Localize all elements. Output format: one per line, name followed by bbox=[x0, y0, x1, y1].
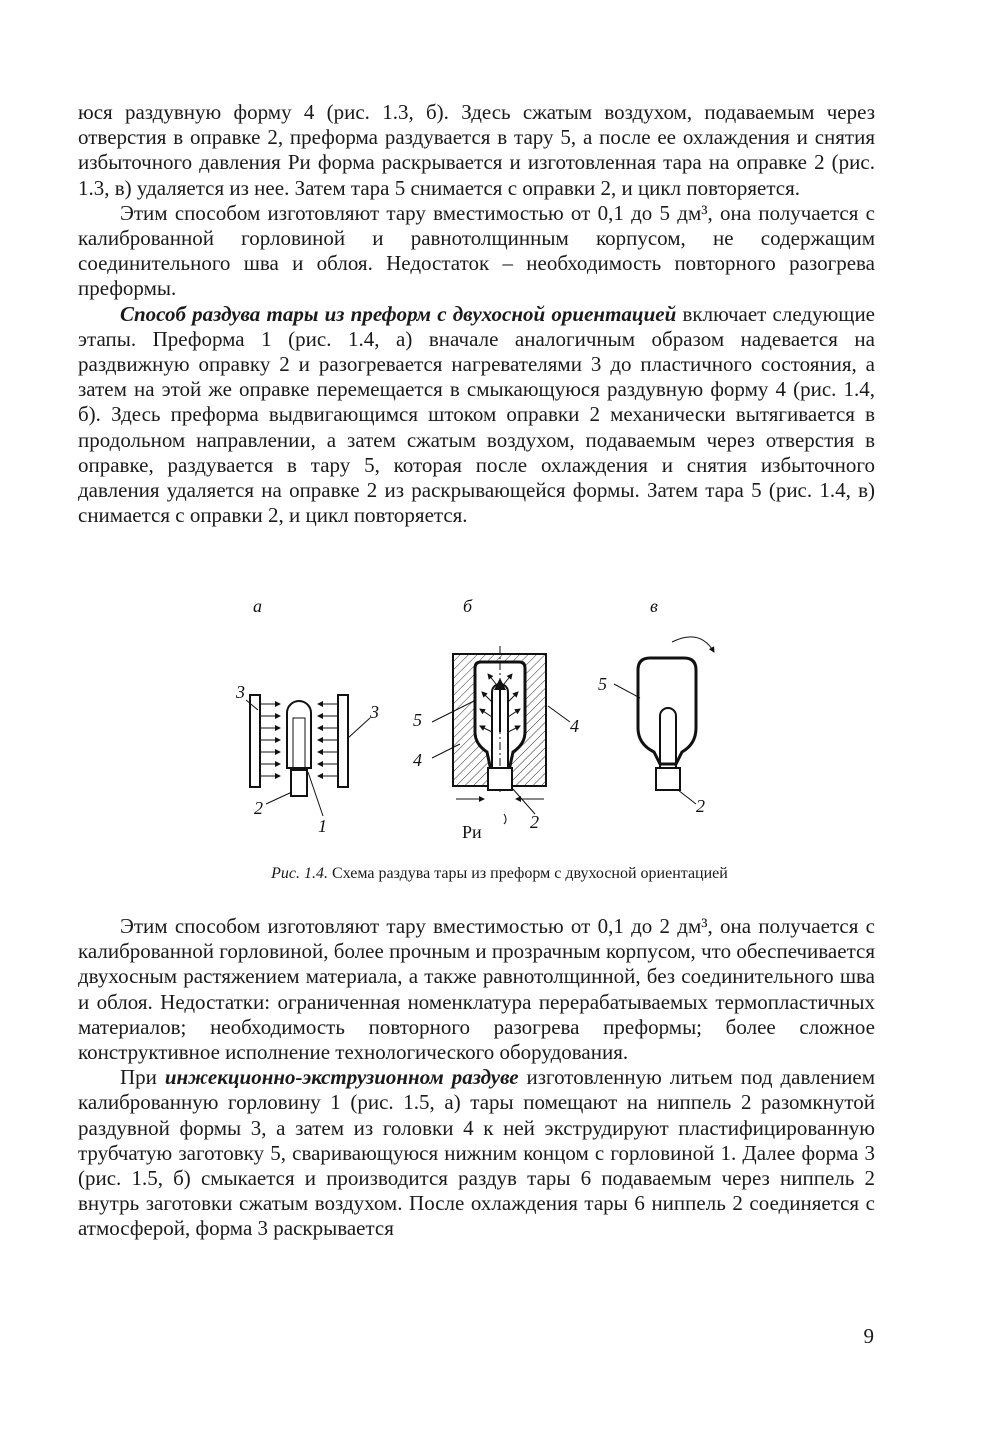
paragraph bbox=[78, 201, 875, 302]
callout-heater-right: 3 bbox=[370, 702, 379, 722]
preform bbox=[287, 701, 311, 768]
mandrel-base bbox=[291, 770, 307, 796]
paragraph-text: При bbox=[120, 1065, 165, 1090]
figure-caption bbox=[0, 865, 999, 883]
paragraph bbox=[78, 302, 875, 529]
page-number: 9 bbox=[863, 1324, 874, 1348]
callout-mandrel-c: 2 bbox=[696, 796, 705, 816]
paragraph bbox=[78, 1065, 875, 1241]
figure-1-4 bbox=[200, 592, 760, 857]
paragraph-text: изготовленную литьем под давлением калиброванную горловину 1 (рис. 1.5, а) тары помещают на ниппель 2 разомкнутой раздувной формы 3, а затем из головки 4 к ней экструдируют пластифицированную трубчатую заготовку 5, сваривающуюся нижним концом с горловиной 1. Далее форма 3 (рис. 1.5, б) смыкается и производится раздув тары 6 подаваемым через ниппель 2 внутрь заготовки сжатым воздухом. После охлаждения тары 6 ниппель 2 соединяется с атмосферой, форма 3 раскрывается bbox=[78, 1065, 875, 1241]
paragraph-text: включает следующие этапы. Преформа 1 (рис. 1.4, а) вначале аналогичным образом надевается на раздвижную оправку 2 и разогревается нагревателями 3 до пластичного состояния, а затем на этой же оправке перемещается в смыкающуюся раздувную форму 4 (рис. 1.4, б). Здесь преформа выдвигающимся штоком оправки 2 механически вытягивается в продольном направлении, а затем сжатым воздухом, подаваемым через отверстия в оправке, раздувается в тару 5, которая после охлаждения и снятия избыточного давления удаляется на оправке 2 из раскрывающейся формы. Затем тара 5 (рис. 1.4, в) снимается с оправки 2, и цикл повторяется. bbox=[78, 301, 875, 528]
leader-lines-a bbox=[246, 700, 370, 816]
callout-mandrel-b: 2 bbox=[530, 812, 539, 832]
panel-b bbox=[432, 646, 570, 824]
caption-text: Схема раздува тары из преформ с двухосной ориентацией bbox=[328, 865, 728, 882]
body-text-top bbox=[78, 100, 875, 528]
mandrel-base-b bbox=[488, 768, 512, 790]
paragraph-text: Этим способом изготовляют тару вместимостью от 0,1 до 5 дм³, она получается с калиброванной горловиной и равнотолщинным корпусом, не содержащим соединительного шва и облоя. Недостаток – необходимость повторного разогрева преформы. bbox=[78, 200, 875, 301]
removal-arrow bbox=[672, 637, 714, 652]
heat-arrows-left bbox=[260, 704, 280, 776]
paragraph bbox=[78, 100, 875, 201]
pressure-arrow bbox=[504, 814, 506, 824]
finished-container bbox=[638, 658, 696, 764]
callout-container-c: 5 bbox=[598, 674, 607, 694]
callout-pressure: Pи bbox=[462, 822, 482, 842]
paragraph-text: Этим способом изготовляют тару вместимостью от 0,1 до 2 дм³, она получается с калиброванной горловиной, более прочным и прозрачным корпусом, что обеспечивается двухосным растяжением материала, а также равнотолщинной, без соединительного шва и облоя. Недостатки: ограниченная номенклатура перерабатываемых термопластичных материалов; необходимость повторного разогрева преформы; более сложное конструктивное исполнение технологического оборудования. bbox=[78, 914, 875, 1065]
emphasized-term: инжекционно-экструзионном раздуве bbox=[164, 1065, 519, 1090]
callout-mold-left: 4 bbox=[413, 750, 422, 770]
callout-mandrel-a: 2 bbox=[254, 798, 263, 818]
mandrel-base-c bbox=[656, 768, 680, 790]
body-text-bottom bbox=[78, 914, 875, 1242]
caption-label: Рис. 1.4. bbox=[271, 865, 329, 882]
panel-a-label: а bbox=[253, 596, 262, 616]
callout-mold-right: 4 bbox=[570, 716, 579, 736]
panel-b-label: б bbox=[463, 596, 473, 616]
emphasized-term: Способ раздува тары из преформ с двухосной ориентацией bbox=[120, 301, 677, 326]
paragraph-text: юся раздувную форму 4 (рис. 1.3, б). Здесь сжатым воздухом, подаваемым через отверстия в оправке 2, преформа раздувается в тару 5, а после ее охлаждения и снятия избыточного давления Pи форма раскрывается и изготовленная тара на оправке 2 (рис. 1.3, в) удаляется из нее. Затем тара 5 снимается с оправки 2, и цикл повторяется. bbox=[78, 100, 875, 200]
callout-preform: 1 bbox=[318, 816, 327, 836]
heater-right bbox=[338, 695, 348, 787]
heat-arrows-right bbox=[318, 704, 338, 776]
panel-c-label: в bbox=[650, 596, 658, 616]
heater-left bbox=[250, 695, 260, 787]
panel-a bbox=[246, 695, 370, 816]
callout-heater-left: 3 bbox=[236, 682, 245, 702]
callout-container-b: 5 bbox=[413, 710, 422, 730]
mandrel-rod-c bbox=[660, 708, 676, 768]
figure-diagram bbox=[200, 592, 760, 857]
panel-c bbox=[614, 637, 714, 804]
mandrel-rod bbox=[293, 718, 305, 768]
paragraph bbox=[78, 914, 875, 1065]
